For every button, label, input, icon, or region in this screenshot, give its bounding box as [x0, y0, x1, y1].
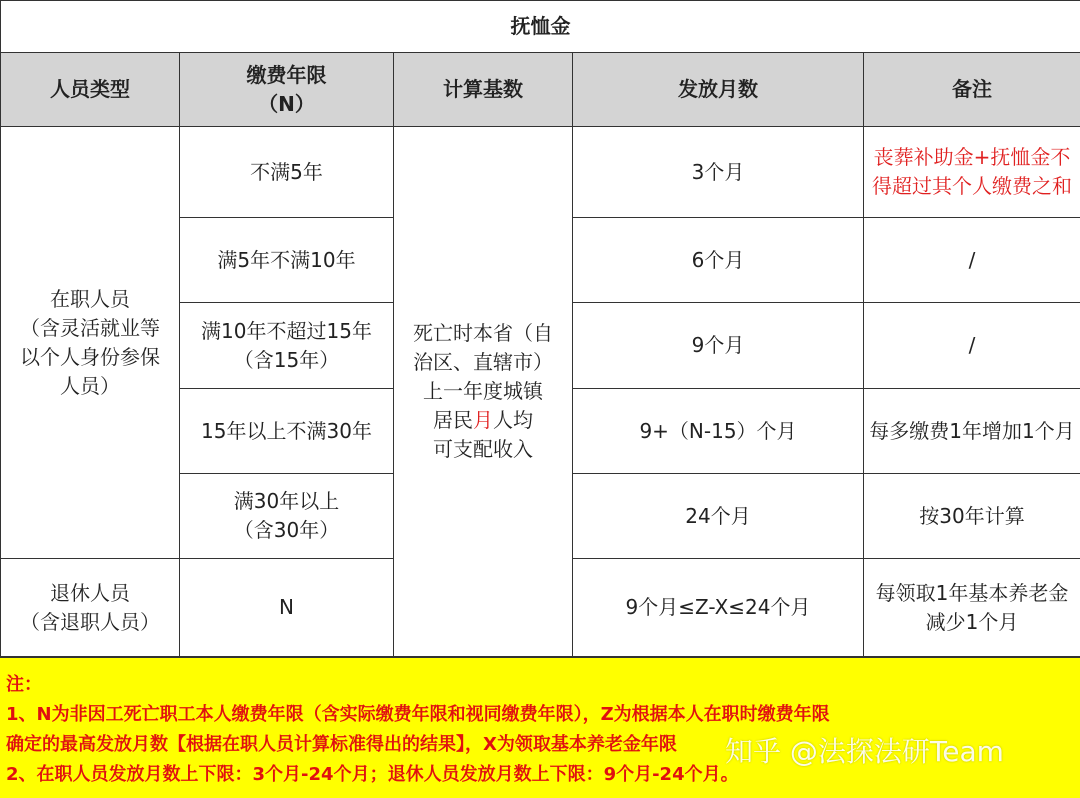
notes-line-3: 2、在职人员发放月数上下限：3个月-24个月；退休人员发放月数上下限：9个月-24个月。	[6, 764, 739, 785]
calc-base-cell	[394, 127, 573, 657]
years-cell	[180, 474, 394, 559]
table-row	[1, 127, 1080, 218]
header-payment-years	[180, 53, 394, 127]
years-cell: 15年以上不满30年	[180, 389, 394, 474]
employed-label-text: 在职人员 （含灵活就业等 以个人身份参保 人员）	[20, 286, 160, 398]
retired-label	[1, 559, 180, 657]
calc-base-text-after: 人均 可支配收入	[433, 408, 533, 461]
months-cell: 24个月	[573, 474, 864, 559]
note-cell: /	[864, 303, 1080, 389]
notes-panel	[0, 657, 1080, 798]
years-cell-text: 满10年不超过15年 （含15年）	[201, 318, 372, 372]
years-cell	[180, 303, 394, 389]
years-cell: 不满5年	[180, 127, 394, 218]
months-cell: 9+（N-15）个月	[573, 389, 864, 474]
years-cell: 满5年不满10年	[180, 218, 394, 303]
header-payment-years-text: 缴费年限 （N）	[246, 62, 327, 116]
months-cell: 3个月	[573, 127, 864, 218]
note-cell: 按30年计算	[864, 474, 1080, 559]
note-cell: 每多缴费1年增加1个月	[864, 389, 1080, 474]
calc-base-highlight: 月	[473, 408, 493, 432]
header-remarks: 备注	[864, 53, 1080, 127]
years-cell-text: 满30年以上 （含30年）	[233, 489, 340, 542]
notes-line-1: 1、N为非因工死亡职工本人缴费年限（含实际缴费年限和视同缴费年限），Z为根据本人在职时缴费年限	[6, 704, 830, 725]
notes-line-2: 确定的最高发放月数【根据在职人员计算标准得出的结果】，X为领取基本养老金年限	[6, 734, 677, 755]
retired-months-cell: 9个月≤Z-X≤24个月	[573, 559, 864, 657]
watermark: 知乎 @法探法研Team	[725, 735, 1004, 768]
retired-years-cell: N	[180, 559, 394, 657]
months-cell: 9个月	[573, 303, 864, 389]
retired-label-text: 退休人员 （含退职人员）	[20, 580, 160, 634]
header-row	[1, 53, 1080, 127]
note-cell: /	[864, 218, 1080, 303]
note-cell: 丧葬补助金+抚恤金不得超过其个人缴费之和	[864, 127, 1080, 218]
months-cell: 6个月	[573, 218, 864, 303]
header-payout-months: 发放月数	[573, 53, 864, 127]
table-title: 抚恤金	[1, 1, 1080, 53]
retired-note-cell: 每领取1年基本养老金减少1个月	[864, 559, 1080, 657]
employed-label	[1, 127, 180, 559]
header-calc-base: 计算基数	[394, 53, 573, 127]
header-person-type: 人员类型	[1, 53, 180, 127]
calc-base-text-before: 死亡时本省（自 治区、直辖市） 上一年度城镇 居民	[413, 321, 553, 432]
notes-heading: 注：	[6, 674, 42, 695]
